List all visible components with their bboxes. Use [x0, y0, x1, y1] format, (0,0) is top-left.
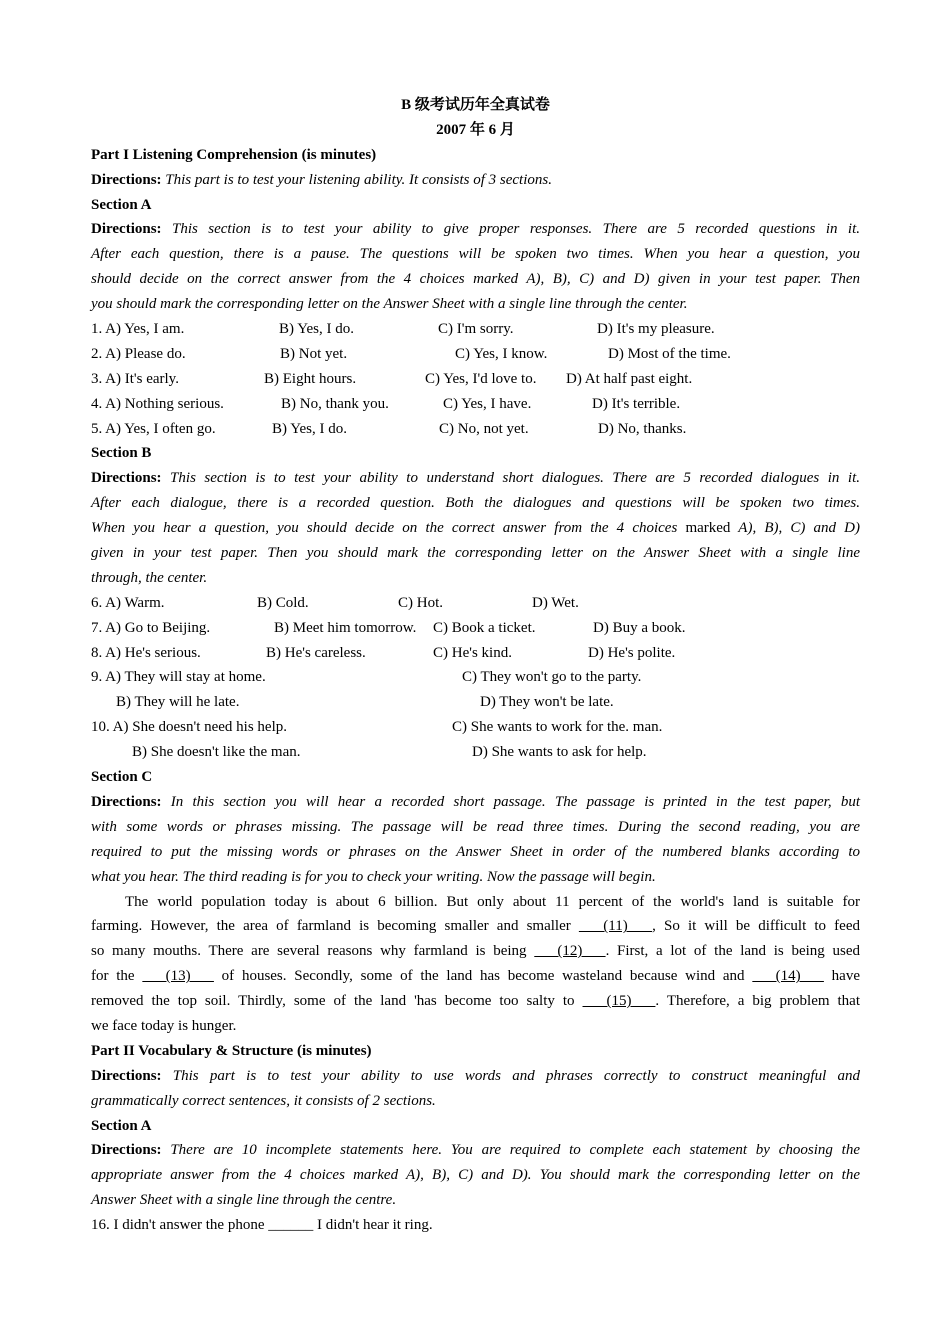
passage-text: . Therefore, a big problem that	[655, 993, 861, 1010]
option: B) No, thank you.	[281, 395, 389, 412]
directions-text: This part is to test your listening ability. It consists of 3 sections.	[165, 171, 552, 188]
directions-label: Directions:	[91, 1142, 162, 1159]
option: B) Eight hours.	[264, 370, 357, 387]
question-16: 16. I didn't answer the phone ______ I didn't hear it ring.	[91, 1217, 433, 1234]
option: D) She wants to ask for help.	[472, 744, 647, 761]
exam-date: 2007 年 6 月	[436, 121, 515, 138]
page-content	[91, 93, 860, 1238]
section-a2-directions-line	[91, 1138, 860, 1163]
option: D) He's polite.	[588, 644, 676, 661]
section-b-directions-line	[91, 516, 860, 541]
section-b-directions-line: After each dialogue, there is a recorded question. Both the dialogues and questions will be spoken two times.	[91, 495, 860, 512]
directions-label: Directions:	[91, 793, 162, 810]
directions-label: Directions:	[91, 221, 162, 238]
section-c-directions-line: with some words or phrases missing. The passage will be read three times. During the second reading, you are	[91, 818, 860, 835]
option: B) Meet him tomorrow.	[274, 619, 417, 636]
section-c-heading: Section C	[91, 769, 153, 786]
option: B) Cold.	[257, 594, 309, 611]
option: D) It's terrible.	[592, 395, 681, 412]
directions-text: In this section you will hear a recorded short passage. The passage is printed in the test paper, but	[161, 793, 860, 810]
blank-14: (14)	[752, 968, 824, 985]
section-a2-directions-line: Answer Sheet with a single line through the centre.	[91, 1192, 397, 1209]
passage-text: so many mouths. There are several reasons why farmland is being	[91, 943, 535, 960]
question-row	[91, 392, 860, 417]
directions-label: Directions:	[91, 470, 162, 487]
option: 8. A) He's serious.	[91, 644, 201, 661]
section-a-directions-line	[91, 217, 860, 242]
passage-text: for the	[91, 968, 143, 985]
passage-text: have	[823, 968, 860, 985]
question-row	[91, 317, 860, 342]
question-row	[91, 417, 860, 442]
option: B) He's careless.	[266, 644, 366, 661]
passage-text: of houses. Secondly, some of the land has become wasteland because wind and	[213, 968, 753, 985]
directions-text-marked: marked	[685, 520, 731, 537]
passage-text: removed the top soil. Thirdly, some of the land 'has become too salty to	[91, 993, 583, 1010]
option: B) Not yet.	[280, 345, 348, 362]
option: 1. A) Yes, I am.	[91, 321, 185, 338]
directions-text: When you hear a question, you should decide on the correct answer from the 4 choices	[91, 520, 686, 537]
question-row	[91, 591, 860, 616]
directions-text: There are 10 incomplete statements here. You are required to complete each statement by choosing the	[161, 1142, 860, 1159]
section-a2-heading: Section A	[91, 1117, 152, 1134]
option: 6. A) Warm.	[91, 594, 165, 611]
option: C) Yes, I know.	[455, 345, 548, 362]
option: D) Most of the time.	[608, 345, 731, 362]
question-row	[91, 665, 860, 690]
option: C) Book a ticket.	[433, 619, 536, 636]
option: D) Buy a book.	[593, 619, 686, 636]
section-b-directions-line: given in your test paper. Then you should mark the corresponding letter on the Answer Sheet with a single line	[91, 545, 860, 562]
part1-directions	[91, 168, 860, 193]
option: 7. A) Go to Beijing.	[91, 619, 211, 636]
directions-text: This part is to test your ability to use words and phrases correctly to construct meaningful and	[161, 1067, 860, 1084]
question-row	[91, 715, 860, 740]
option: B) Yes, I do.	[272, 420, 348, 437]
question-row	[91, 690, 860, 715]
directions-text: A), B), C) and D)	[730, 520, 860, 537]
option: B) They will he late.	[116, 694, 240, 711]
section-a-heading: Section A	[91, 196, 152, 213]
option: C) Yes, I have.	[443, 395, 532, 412]
section-b-heading: Section B	[91, 445, 152, 462]
exam-title: B 级考试历年全真试卷	[401, 97, 550, 113]
passage-text: , So it will be difficult to feed	[652, 918, 860, 935]
question-row	[91, 641, 860, 666]
passage-text: farming. However, the area of farmland is becoming smaller and smaller	[91, 918, 579, 935]
section-a-directions-line: After each question, there is a pause. The questions will be spoken two times. When you hear a question, you	[91, 246, 860, 263]
option: 3. A) It's early.	[91, 370, 179, 387]
option: 4. A) Nothing serious.	[91, 395, 224, 412]
section-b-directions-line	[91, 466, 860, 491]
question-row	[91, 342, 860, 367]
part2-directions-line: grammatically correct sentences, it consists of 2 sections.	[91, 1092, 436, 1109]
directions-label: Directions:	[91, 1067, 162, 1084]
option: 10. A) She doesn't need his help.	[91, 719, 288, 736]
section-c-directions-line	[91, 790, 860, 815]
section-c-directions-line: what you hear. The third reading is for you to check your writing. Now the passage will begin.	[91, 868, 656, 885]
question-row	[91, 367, 860, 392]
option: C) They won't go to the party.	[462, 669, 642, 686]
section-a-directions-line: you should mark the corresponding letter on the Answer Sheet with a single line through the center.	[91, 296, 688, 313]
option: C) He's kind.	[433, 644, 512, 661]
blank-11: (11)	[578, 918, 653, 935]
option: C) She wants to work for the. man.	[452, 719, 663, 736]
passage-text: . First, a lot of the land is being used	[605, 943, 860, 960]
option: 5. A) Yes, I often go.	[91, 420, 216, 437]
passage-line	[91, 914, 860, 939]
passage-line	[91, 964, 860, 989]
passage-line: The world population today is about 6 billion. But only about 11 percent of the world's land is suitable for	[125, 893, 860, 910]
option: D) At half past eight.	[566, 370, 693, 387]
option: C) No, not yet.	[439, 420, 529, 437]
section-b-directions-line: through, the center.	[91, 569, 208, 586]
question-row	[91, 740, 860, 765]
section-a2-directions-line: appropriate answer from the 4 choices marked A), B), C) and D). You should mark the corresponding letter on the	[91, 1167, 860, 1184]
option: B) Yes, I do.	[279, 321, 355, 338]
part2-heading: Part II Vocabulary & Structure (is minutes)	[91, 1042, 372, 1059]
option: D) It's my pleasure.	[597, 321, 715, 338]
option: C) I'm sorry.	[438, 321, 514, 338]
passage-line	[91, 939, 860, 964]
passage-line: we face today is hunger.	[91, 1017, 237, 1034]
blank-15: (15)	[582, 993, 656, 1010]
directions-text: This section is to test your ability to understand short dialogues. There are 5 recorded dialogues in it.	[161, 470, 860, 487]
option: 9. A) They will stay at home.	[91, 669, 266, 686]
directions-label: Directions:	[91, 171, 162, 188]
part1-heading: Part I Listening Comprehension (is minutes)	[91, 146, 377, 163]
question-row	[91, 616, 860, 641]
option: D) They won't be late.	[480, 694, 614, 711]
option: D) No, thanks.	[598, 420, 687, 437]
blank-13: (13)	[142, 968, 214, 985]
blank-12: (12)	[534, 943, 606, 960]
part2-directions-line	[91, 1064, 860, 1089]
section-a-directions-line: should decide on the correct answer from the 4 choices marked A), B), C) and D) given in your test paper. Then	[91, 271, 860, 288]
option: 2. A) Please do.	[91, 345, 186, 362]
section-c-directions-line: required to put the missing words or phrases on the Answer Sheet in order of the numbered blanks according to	[91, 843, 860, 860]
passage-line	[91, 989, 860, 1014]
option: C) Hot.	[398, 594, 443, 611]
option: D) Wet.	[532, 594, 579, 611]
option: C) Yes, I'd love to.	[425, 370, 537, 387]
option: B) She doesn't like the man.	[132, 744, 301, 761]
directions-text: This section is to test your ability to give proper responses. There are 5 recorded questions in it.	[161, 221, 860, 238]
